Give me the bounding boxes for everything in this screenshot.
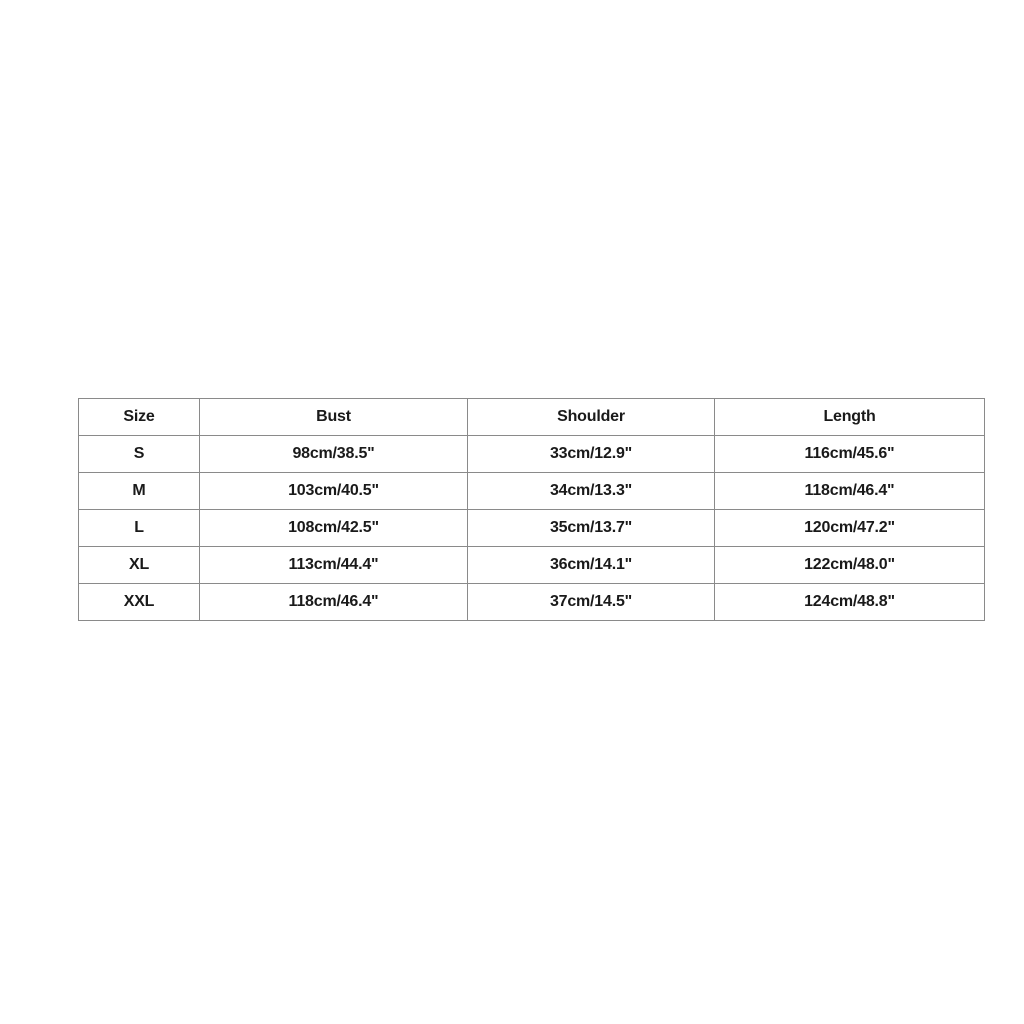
size-cell: XXL (79, 584, 200, 621)
size-cell: XL (79, 547, 200, 584)
header-size: Size (79, 399, 200, 436)
bust-cell: 98cm/38.5" (200, 436, 468, 473)
table-row (79, 584, 985, 621)
header-row (79, 399, 985, 436)
size-chart-body (79, 436, 985, 621)
header-length: Length (715, 399, 985, 436)
bust-cell: 113cm/44.4" (200, 547, 468, 584)
size-chart-header (79, 399, 985, 436)
shoulder-cell: 37cm/14.5" (468, 584, 715, 621)
shoulder-cell: 34cm/13.3" (468, 473, 715, 510)
header-shoulder: Shoulder (468, 399, 715, 436)
length-cell: 124cm/48.8" (715, 584, 985, 621)
table-row (79, 510, 985, 547)
size-chart-table (78, 398, 985, 621)
length-cell: 120cm/47.2" (715, 510, 985, 547)
bust-cell: 118cm/46.4" (200, 584, 468, 621)
shoulder-cell: 33cm/12.9" (468, 436, 715, 473)
bust-cell: 103cm/40.5" (200, 473, 468, 510)
table-row (79, 547, 985, 584)
length-cell: 116cm/45.6" (715, 436, 985, 473)
table-row (79, 473, 985, 510)
length-cell: 118cm/46.4" (715, 473, 985, 510)
shoulder-cell: 36cm/14.1" (468, 547, 715, 584)
table-row (79, 436, 985, 473)
bust-cell: 108cm/42.5" (200, 510, 468, 547)
shoulder-cell: 35cm/13.7" (468, 510, 715, 547)
size-cell: S (79, 436, 200, 473)
header-bust: Bust (200, 399, 468, 436)
size-cell: M (79, 473, 200, 510)
size-cell: L (79, 510, 200, 547)
length-cell: 122cm/48.0" (715, 547, 985, 584)
